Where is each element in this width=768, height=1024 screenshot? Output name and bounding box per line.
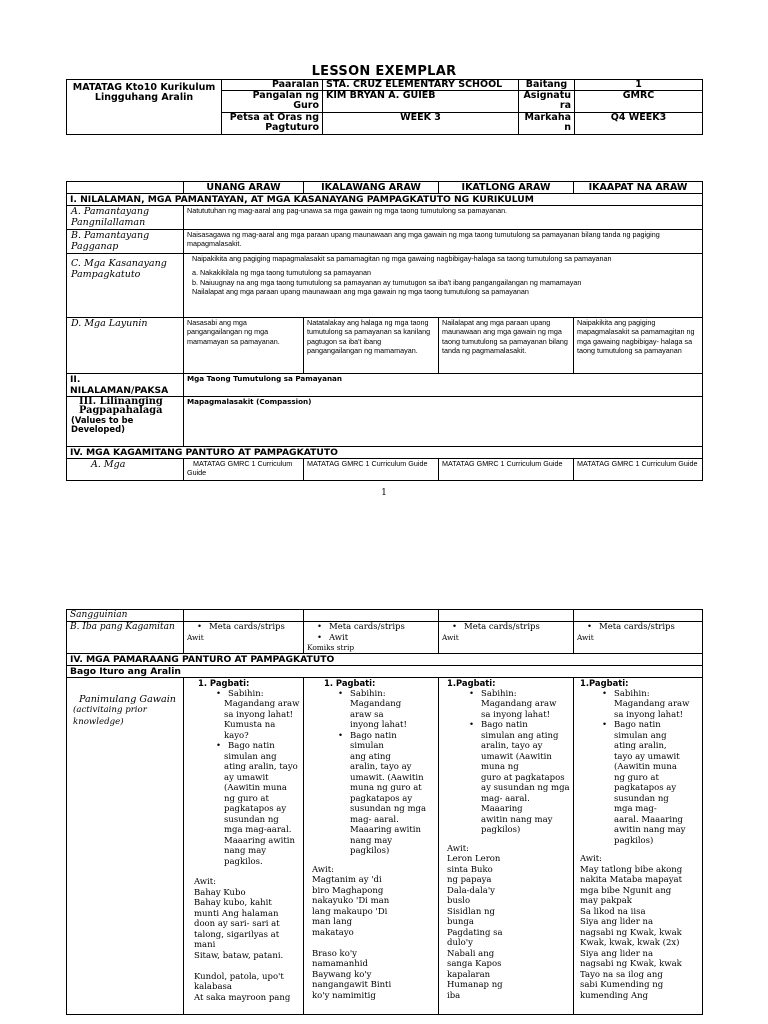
section-2-heading: II. NILALAMAN/PAKSA <box>67 374 184 397</box>
greeting-heading: 1. Pagbati: <box>324 678 376 688</box>
content-standard-label: A. Pamantayang Pangnilallaman <box>67 206 184 230</box>
song-label: Awit: <box>312 864 335 875</box>
bullet-text: Bago natin <box>481 720 528 730</box>
objective-day-1: Nasasabi ang mga pangangailangan ng mga mamamayan sa pamayanan. <box>184 318 304 374</box>
performance-standard-text: Naisasagawa ng mag-aaral ang mga paraan upang maunawaan ang mga gawain ng mga taong tumutulong sa pamayanan bilang tanda ng pagiging mapagmalasakit. <box>184 230 703 254</box>
competency-c: Nailalapat ang mga paraan upang maunawaan ang mga gawain ng mga taong tumutulong sa pamayanan <box>192 287 529 297</box>
topic-value: Mga Taong Tumutulong sa Pamayanan <box>184 374 703 397</box>
main-table <box>66 181 703 481</box>
page-number: 1 <box>381 488 387 498</box>
materials-bullet: • Meta cards/strips <box>599 622 699 633</box>
intro-text: simulan ang ating aralin, tayo ay umawit. (Aawitin muna ng guro at pagkatapos ay susundan ng mga mag- aaral. Maaaring awitin nang may pagkilos) <box>350 741 427 856</box>
song-label: Awit: <box>580 854 603 864</box>
intro-text: simulan ang ating aralin, tayo ay umawit (Aawitin muna ng guro at pagkatapos ay susundan ng mga mag-aaral. Maaaring awitin nang may pagkilos. <box>224 751 298 867</box>
greeting-text: Magandang araw sa inyong lahat! <box>614 699 690 720</box>
competencies-label: C. Mga Kasanayang Pampagkatuto <box>67 254 184 318</box>
values-sub: (Values to be Developed) <box>71 414 134 435</box>
teacher-label: Pangalan ng Guro <box>222 91 323 113</box>
values-heading: III. Lilinanging Pagpapahalaga <box>79 396 163 417</box>
song-lyrics: May tatlong bibe akong nakita Mataba mapayat mga bibe Ngunit ang may pakpak Sa likod na iisa Siya ang lider na nagsabi ng Kwak, kwak Kwak, kwak, kwak (2x) Siya ang lider na nagsabi ng Kwak, kwak Tayo na sa ilog ang sabi Kumending ng kumending Ang <box>580 864 683 1001</box>
materials-extra: Komiks strip <box>307 643 355 652</box>
materials-day-4 <box>574 622 703 654</box>
materials-day-3 <box>439 622 574 654</box>
materials-bullet: • Meta cards/strips <box>209 622 300 633</box>
greeting-bullet: • Sabihin: <box>469 688 517 699</box>
empty-cell <box>184 610 304 622</box>
song-lyrics: Bahay Kubo Bahay kubo, kahit munti Ang halaman doon ay sari- sari at talong, sigarilyas at mani Sitaw, bataw, patani. Kundol, patola, upo't kalabasa At saka mayroon pang <box>194 887 291 1003</box>
sanggunian-label: Sangguinian <box>67 610 184 622</box>
greeting-text: Magandang araw sa inyong lahat! <box>481 699 557 720</box>
objective-day-4: Naipakikita ang pagiging mapagmalasakit sa pamamagitan ng mga gawaing nagbibigay- halaga sa taong tumutulong sa pamayanan <box>574 318 703 374</box>
materials-day-2 <box>304 622 439 654</box>
values-label-cell <box>67 397 184 447</box>
activity-day-1 <box>184 678 304 1015</box>
bullet-text: Sabihin: <box>350 688 386 699</box>
activity-day-2 <box>304 678 439 1015</box>
date-label: Petsa at Oras ng Pagtuturo <box>222 113 323 135</box>
materials-extra: Awit <box>577 632 594 642</box>
content-standard-text: Natututuhan ng mag-aaral ang pag-unawa sa mga gawain ng mga taong tumutulong sa pamayanan. <box>184 206 703 230</box>
bullet-text: Bago natin <box>350 730 397 741</box>
greeting-text: Magandang araw sa inyong lahat! <box>350 699 407 730</box>
school-label: Paaralan <box>222 80 323 91</box>
empty-cell <box>439 610 574 622</box>
competencies-cell <box>184 254 703 318</box>
materials-bullet: • Meta cards/strips <box>464 622 570 633</box>
bullet-text: Sabihin: <box>481 688 517 699</box>
song-lyrics: Leron Leron sinta Buko ng papaya Dala-dala'y buslo Sisidlan ng bunga Pagdating sa dulo'y Nabali ang sanga Kapos kapalaran Humanap ng iba <box>447 854 503 1001</box>
grade-label: Baitang <box>519 80 575 91</box>
greeting-text: Magandang araw sa inyong lahat! Kumusta na kayo? <box>224 699 300 741</box>
motivation-sub: (activitaing prior knowledge) <box>73 705 147 727</box>
materials-day-1 <box>184 622 304 654</box>
procedures-heading: IV. MGA PAMARAANG PANTURO AT PAMPAGKATUTO <box>67 654 703 666</box>
bullet-text: Sabihin: <box>614 688 650 699</box>
reference-day-2: MATATAG GMRC 1 Curriculum Guide <box>304 459 439 481</box>
school-value: STA. CRUZ ELEMENTARY SCHOOL <box>323 80 519 91</box>
before-lesson-heading: Bago Ituro ang Aralin <box>67 666 703 678</box>
motivation-label-cell <box>67 678 184 1015</box>
intro-bullet: • Bago natin <box>338 730 397 741</box>
greeting-bullet: • Sabihin: <box>602 688 650 699</box>
intro-bullet: • Bago natin <box>469 720 528 730</box>
greeting-heading: 1.Pagbati: <box>447 678 496 688</box>
header-table <box>66 79 703 135</box>
intro-text: simulan ang ating aralin, tayo ay umawit (Aawitin muna ng guro at pagkatapos ay susundan ng mga mag- aaral. Maaaring awitin nang may pagkilos) <box>614 730 686 846</box>
subject-label: Asignatura <box>519 91 575 113</box>
day-3-header: IKATLONG ARAW <box>439 182 574 194</box>
subject-value: GMRC <box>575 91 703 113</box>
empty-cell <box>574 610 703 622</box>
objective-day-3: Nailalapat ang mga paraan upang maunawaan ang mga gawain ng mga taong tumutulong sa pamayanan bilang tanda ng pagmamalasakit. <box>439 318 574 374</box>
greeting-heading: 1. Pagbati: <box>198 678 250 688</box>
objectives-label: D. Mga Layunin <box>67 318 184 374</box>
values-value: Mapagmalasakit (Compassion) <box>184 397 703 447</box>
competency-b: b. Naiuugnay na ang mga taong tumutulong sa pamayanan ay tumutugon sa iba't ibang pangangailangan ng mamamayan <box>192 277 582 287</box>
materials-bullet: • Meta cards/strips <box>329 622 435 633</box>
materials-extra: Awit <box>442 632 459 642</box>
day-2-header: IKALAWANG ARAW <box>304 182 439 194</box>
intro-bullet: • Bago natin <box>602 720 661 730</box>
intro-text: simulan ang ating aralin, tayo ay umawit (Aawitin muna ng guro at pagkatapos ay susundan ng mga mag- aaral. Maaaring awitin nang may pagkilos) <box>481 730 570 835</box>
activity-day-3 <box>439 678 574 1015</box>
empty-cell <box>304 610 439 622</box>
day-4-header: IKAAPAT NA ARAW <box>574 182 703 194</box>
activity-day-4 <box>574 678 703 1015</box>
reference-day-3: MATATAG GMRC 1 Curriculum Guide <box>439 459 574 481</box>
section-1-heading: I. NILALAMAN, MGA PAMANTAYAN, AT MGA KASANAYANG PAMPAGKATUTO NG KURIKULUM <box>67 194 703 206</box>
song-label: Awit: <box>447 843 470 854</box>
intro-bullet: • Bago natin <box>216 741 275 751</box>
song-label: Awit: <box>194 877 217 887</box>
competencies-text: Naipakikita ang pagiging mapagmalasakit sa pamamagitan ng mga gawaing nagbibigay-halaga sa taong tumutulong sa pamayanan <box>192 254 612 263</box>
curriculum-label: MATATAG Kto10 Kurikulum Lingguhang Aralin <box>67 80 222 135</box>
greeting-bullet: • Sabihin: <box>216 688 264 699</box>
reference-day-1: MATATAG GMRC 1 Curriculum Guide <box>184 459 304 481</box>
grade-value: 1 <box>575 80 703 91</box>
greeting-bullet: • Sabihin: <box>338 688 386 699</box>
date-value: WEEK 3 <box>323 113 519 135</box>
quarter-value: Q4 WEEK3 <box>575 113 703 135</box>
page2-table <box>66 609 703 1015</box>
day-1-header: UNANG ARAW <box>184 182 304 194</box>
other-materials-label: B. Iba pang Kagamitan <box>67 622 184 654</box>
section-4-heading: IV. MGA KAGAMITANG PANTURO AT PAMPAGKATUTO <box>67 447 703 459</box>
page-title: LESSON EXEMPLAR <box>311 64 457 79</box>
objective-day-2: Natatalakay ang halaga ng mga taong tumutulong sa pamayanan sa kanilang pagtugon sa iba't ibang pangangailangan ng mamamayan. <box>304 318 439 374</box>
bullet-text: Bago natin <box>228 741 275 751</box>
bullet-text: Bago natin <box>614 720 661 730</box>
references-label: A. Mga <box>67 459 184 481</box>
motivation-label: Panimulang Gawain <box>79 694 176 705</box>
greeting-heading: 1.Pagbati: <box>580 678 629 688</box>
teacher-value: KIM BRYAN A. GUIEB <box>323 91 519 113</box>
song-lyrics: Magtanim ay 'di biro Maghapong nakayuko 'Di man lang makaupo 'Di man lang makatayo Braso ko'y namamanhid Baywang ko'y nangangawit Binti ko'y namimitig <box>312 875 392 1001</box>
materials-bullet: • Awit <box>329 633 435 644</box>
quarter-label: Markahan <box>519 113 575 135</box>
reference-day-4: MATATAG GMRC 1 Curriculum Guide <box>574 459 703 481</box>
performance-standard-label: B. Pamantayang Pagganap <box>67 230 184 254</box>
materials-extra: Awit <box>187 632 204 642</box>
blank-header-cell <box>67 182 184 194</box>
bullet-text: Sabihin: <box>228 688 264 699</box>
competency-a: a. Nakakikilala ng mga taong tumutulong sa pamayanan <box>192 268 371 278</box>
